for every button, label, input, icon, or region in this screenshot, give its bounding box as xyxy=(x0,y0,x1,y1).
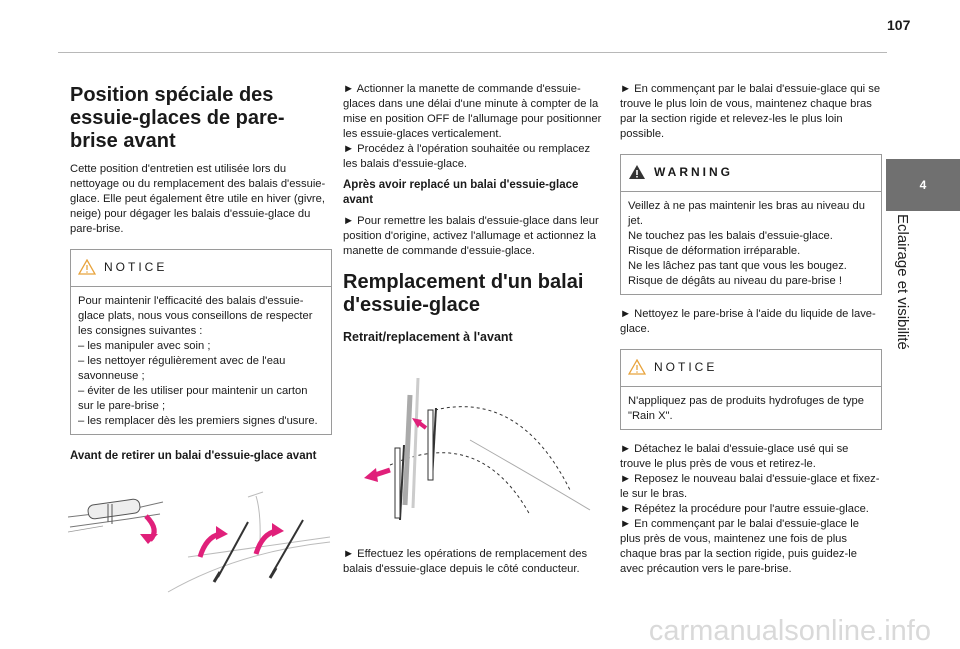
instruction-text: ► Détachez le balai d'essuie-glace usé qui se trouve le plus près de vous et retirez-le. xyxy=(620,443,849,470)
warning-line: Ne touchez pas les balais d'essuie-glace. xyxy=(628,230,833,242)
notice-box xyxy=(70,249,332,435)
watermark-text: carmanualsonline.info xyxy=(648,615,931,646)
notice-icon xyxy=(628,359,646,375)
section-title: Position spéciale des essuie-glaces de pare-brise avant xyxy=(70,84,285,152)
instruction-text: ► En commençant par le balai d'essuie-glace qui se trouve le plus loin de vous, maintenez chaque bras par la section rigide et relevez-les le plus loin possible. xyxy=(620,83,881,140)
watermark xyxy=(455,610,935,646)
warning-line: Veillez à ne pas maintenir les bras au niveau du jet. xyxy=(628,200,865,227)
section-heading: Remplacement d'un balai d'essuie-glace xyxy=(343,271,584,316)
notice-line: – les manipuler avec soin ; xyxy=(78,340,211,352)
column-2 xyxy=(343,82,605,345)
chapter-number: 4 xyxy=(919,178,927,192)
page-number: 107 xyxy=(887,17,911,33)
instruction-text: ► Effectuez les opérations de remplacement des balais d'essuie-glace depuis le côté conducteur. xyxy=(343,548,588,575)
instruction-text: ► Nettoyez le pare-brise à l'aide du liquide de lave-glace. xyxy=(620,308,876,335)
notice-line: – les nettoyer régulièrement avec de l'eau savonneuse ; xyxy=(78,355,286,382)
column-2-footer xyxy=(343,547,605,577)
column-1 xyxy=(70,84,332,464)
notice-line: – les remplacer dès les premiers signes d'usure. xyxy=(78,415,318,427)
column-3 xyxy=(620,82,882,577)
chapter-title: Eclairage et visibilité xyxy=(894,214,911,350)
notice-label: NOTICE xyxy=(654,360,718,374)
chapter-tab[interactable] xyxy=(886,159,960,211)
subheading: Après avoir replacé un balai d'essuie-glace avant xyxy=(343,179,579,206)
wiper-arms-illustration xyxy=(360,370,600,520)
instruction-text: ► En commençant par le balai d'essuie-glace le plus près de vous, maintenez une fois de plus chaque bras par la section rigide, puis guidez-le avec précaution vers le pare-brise. xyxy=(620,518,859,575)
instruction-text: ► Reposez le nouveau balai d'essuie-glace et fixez-le sur le bras. xyxy=(620,473,880,500)
warning-line: Ne les lâchez pas tant que vous les bougez. xyxy=(628,260,847,272)
warning-label: WARNING xyxy=(654,165,733,179)
warning-box xyxy=(620,154,882,295)
subsection-title: Retrait/replacement à l'avant xyxy=(343,330,513,344)
warning-line: Risque de dégâts au niveau du pare-brise ! xyxy=(628,275,842,287)
notice-line: – éviter de les utiliser pour maintenir un carton sur le pare-brise ; xyxy=(78,385,308,412)
instruction-text: ► Répétez la procédure pour l'autre essuie-glace. xyxy=(620,503,869,515)
instruction-text: ► Procédez à l'opération souhaitée ou remplacez les balais d'essuie-glace. xyxy=(343,143,591,170)
subheading: Avant de retirer un balai d'essuie-glace avant xyxy=(70,450,317,462)
warning-icon xyxy=(628,164,646,180)
wiper-stalk-illustration xyxy=(68,482,332,600)
notice-text: N'appliquez pas de produits hydrofuges de type "Rain X". xyxy=(628,395,864,422)
intro-text: Cette position d'entretien est utilisée lors du nettoyage ou du remplacement des balais d'essuie-glace. Elle peut également être utile en hiver (givre, neige) pour dégager les balais d'essuie-glace du pare-brise. xyxy=(70,163,326,235)
warning-line: Risque de déformation irréparable. xyxy=(628,245,801,257)
instruction-text: ► Actionner la manette de commande d'essuie-glaces dans une délai d'une minute à compter de la mise en position OFF de l'allumage pour positionner les essuie-glaces verticalement. xyxy=(343,83,602,140)
notice-icon xyxy=(78,259,96,275)
header-divider xyxy=(58,52,887,53)
notice-label: NOTICE xyxy=(104,260,168,274)
notice-box xyxy=(620,349,882,430)
instruction-text: ► Pour remettre les balais d'essuie-glace dans leur position d'origine, activez l'allumage et actionnez la manette de commande d'essuie-glace. xyxy=(343,215,599,257)
notice-line: Pour maintenir l'efficacité des balais d'essuie-glace plats, nous vous conseillons de respecter les consignes suivantes : xyxy=(78,295,313,337)
